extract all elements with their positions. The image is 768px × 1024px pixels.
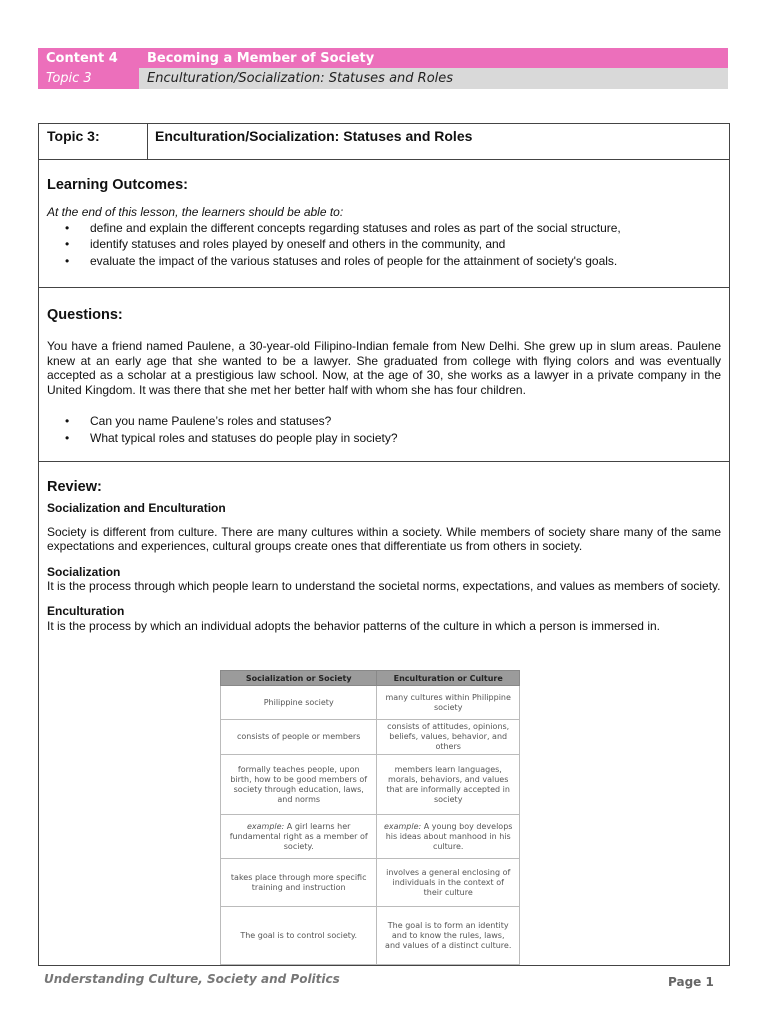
questions-heading: Questions:	[47, 307, 123, 323]
questions-section	[39, 288, 729, 462]
learning-outcomes-list	[47, 220, 721, 270]
questions-paragraph: You have a friend named Paulene, a 30-year-old Filipino-Indian female from New Delhi. She grew up in slum areas. Paulene knew at an early age that she wanted to be a lawyer. She graduated from college with flying colors and was eventually accepted as a scholar at a prestigious law school. Now, at the age of 30, she works as a lawyer in a private company in the United Kingdom. It was there that she met her better half with whom she has four children.	[47, 339, 721, 397]
review-section	[39, 462, 729, 633]
page-header	[38, 48, 728, 89]
review-paragraph-2: It is the process through which people learn to understand the societal norms, expectations, and values as members of society.	[47, 579, 721, 594]
page-number: Page 1	[668, 975, 714, 989]
table-cell: members learn languages, morals, behaviors, and values that are informally accepted in society	[377, 755, 520, 815]
list-item: • Can you name Paulene’s roles and statuses?	[90, 413, 721, 430]
table-cell	[377, 815, 520, 859]
table-cell: The goal is to form an identity and to know the rules, laws, and values of a distinct culture.	[377, 907, 520, 965]
list-item: • define and explain the different concepts regarding statuses and roles as part of the social structure,	[90, 220, 721, 237]
table-row	[221, 686, 520, 720]
table-cell: many cultures within Philippine society	[377, 686, 520, 720]
review-subheading-enculturation: Enculturation	[47, 603, 125, 618]
header-topic-row	[38, 68, 728, 89]
learning-outcomes-intro: At the end of this lesson, the learners should be able to:	[47, 205, 344, 219]
table-row	[221, 755, 520, 815]
table-cell-text: A young boy develops his ideas about manhood in his culture.	[385, 821, 513, 851]
learning-outcomes-section	[39, 160, 729, 288]
review-subheading-socialization-enculturation: Socialization and Enculturation	[47, 501, 226, 515]
content-title: Becoming a Member of Society	[147, 50, 375, 66]
footer-course-title: Understanding Culture, Society and Politics	[44, 972, 340, 986]
header-content-row	[38, 48, 728, 68]
table-row	[221, 907, 520, 965]
topic-row	[39, 124, 729, 160]
example-label: example:	[246, 821, 285, 831]
table-row	[221, 720, 520, 755]
review-subheading-socialization: Socialization	[47, 564, 121, 579]
table-header-enculturation: Enculturation or Culture	[377, 671, 520, 686]
table-cell: consists of attitudes, opinions, beliefs, values, behavior, and others	[377, 720, 520, 755]
table-row	[221, 815, 520, 859]
topic-row-label: Topic 3:	[39, 124, 148, 159]
review-paragraph-1: Society is different from culture. There are many cultures within a society. While members of society share many of the same expectations and experiences, cultural groups create ones that differentiate us from others in society.	[47, 524, 721, 554]
list-item: • identify statuses and roles played by oneself and others in the community, and	[90, 236, 721, 253]
table-cell: consists of people or members	[221, 720, 377, 755]
table-header-row	[221, 671, 520, 686]
table-cell: takes place through more specific training and instruction	[221, 859, 377, 907]
table-cell	[221, 815, 377, 859]
table-cell: formally teaches people, upon birth, how to be good members of society through education, laws, and norms	[221, 755, 377, 815]
example-label: example:	[383, 821, 422, 831]
learning-outcomes-heading: Learning Outcomes:	[47, 177, 188, 193]
review-paragraph-3: It is the process by which an individual adopts the behavior patterns of the culture in which a person is immersed in.	[47, 618, 660, 633]
content-label: Content 4	[46, 50, 118, 66]
topic-label: Topic 3	[38, 68, 139, 89]
table-row	[221, 859, 520, 907]
comparison-table	[220, 670, 520, 965]
review-heading: Review:	[47, 479, 102, 495]
topic-title: Enculturation/Socialization: Statuses and Roles	[139, 68, 728, 89]
table-header-socialization: Socialization or Society	[221, 671, 377, 686]
list-item: • evaluate the impact of the various statuses and roles of people for the attainment of society's goals.	[90, 253, 721, 270]
questions-list	[47, 413, 721, 446]
topic-row-title: Enculturation/Socialization: Statuses and Roles	[155, 128, 473, 144]
table-cell: The goal is to control society.	[221, 907, 377, 965]
table-cell: involves a general enclosing of individuals in the context of their culture	[377, 859, 520, 907]
table-cell: Philippine society	[221, 686, 377, 720]
list-item: • What typical roles and statuses do people play in society?	[90, 430, 721, 447]
table-cell-text: A girl learns her fundamental right as a member of society.	[229, 821, 368, 851]
